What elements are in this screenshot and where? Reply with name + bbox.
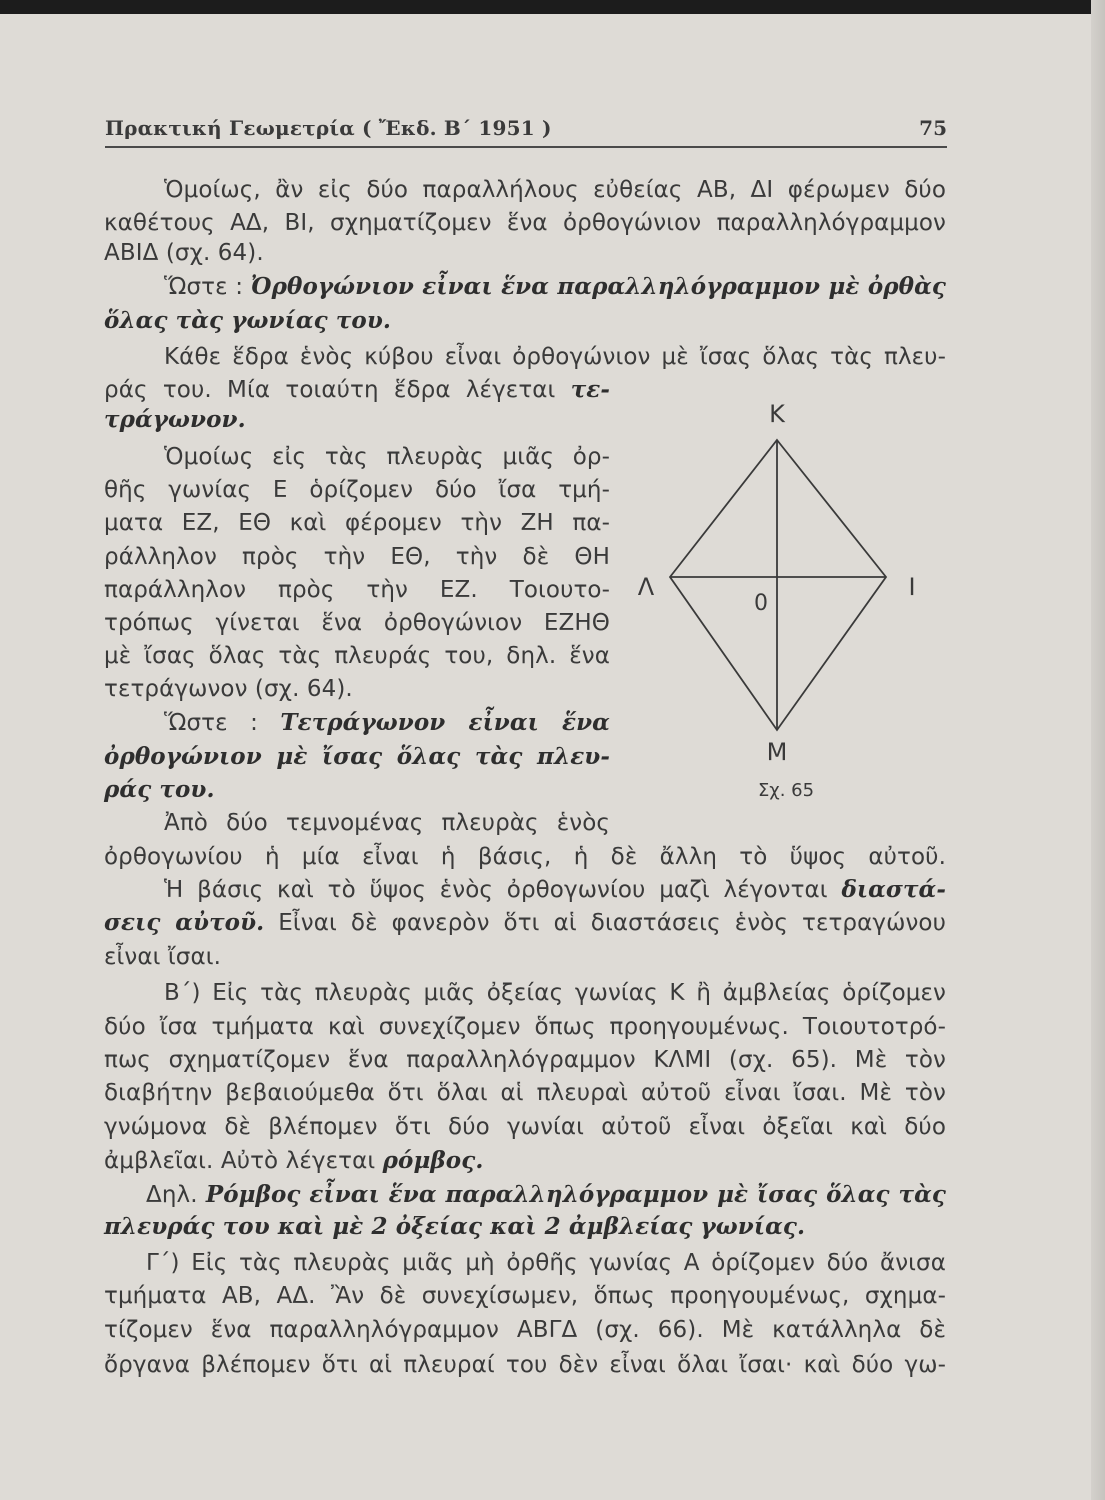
text-line: καθέτους ΑΔ, ΒΙ, σχηματίζομεν ἕνα ὀρθογώνιον παραλληλόγραμμον [104, 210, 946, 236]
figure-caption: Σχ. 65 [757, 780, 815, 801]
text-run: Ὥστε : [164, 710, 281, 736]
text-line: γνώμονα δὲ βλέπομεν ὅτι δύο γωνίαι αὐτοῦ εἶναι ὀξεῖαι καὶ δύο [104, 1114, 946, 1140]
text-line: Ὁμοίως, ἂν εἰς δύο παραλλήλους εὐθείας ΑΒ, ΔΙ φέρωμεν δύο [164, 177, 946, 203]
definition-text: Τετράγωνον εἶναι ἕνα [280, 709, 610, 736]
text-line: εἶναι ἴσαι. [104, 944, 222, 970]
rhombus-diagram [630, 390, 940, 810]
text-line: τετράγωνον (σχ. 64). [104, 676, 353, 702]
text-line [104, 375, 610, 409]
term-text: σεις αὐτοῦ. [104, 909, 265, 936]
term-text: διαστά- [841, 876, 946, 903]
text-line [104, 875, 946, 909]
text-line: δύο ἴσα τμήματα καὶ συνεχίζομεν ὅπως προηγουμένως. Τοιουτοτρό- [104, 1014, 946, 1040]
text-line: τίζομεν ἕνα παραλληλόγραμμον ΑΒΓΔ (σχ. 66). Μὲ κατάλληλα δὲ [104, 1317, 946, 1343]
text-run: Ἡ βάσις καὶ τὸ ὕψος ἑνὸς ὀρθογωνίου μαζὶ λέγονται [164, 877, 842, 903]
scan-top-border [0, 0, 1105, 14]
text-line: ΑΒΙΔ (σχ. 64). [104, 240, 264, 266]
center-label-o: 0 [754, 591, 768, 616]
running-header [105, 112, 947, 148]
vertex-label-lambda: Λ [637, 573, 655, 601]
text-run: Εἶναι δὲ φανερὸν ὅτι αἱ διαστάσεις ἑνὸς τετραγώνου [264, 910, 946, 936]
text-line: ματα ΕΖ, ΕΘ καὶ φέρομεν τὴν ΖΗ πα- [104, 510, 610, 536]
rhombus-shape [670, 440, 886, 730]
text-line: Ὁμοίως εἰς τὰς πλευρὰς μιᾶς ὀρ- [164, 444, 610, 470]
header-title: Πρακτική Γεωμετρία ( Ἔκδ. Β΄ 1951 ) [105, 116, 552, 140]
text-line [104, 908, 946, 942]
scan-right-edge [1091, 0, 1105, 1500]
text-line: τμήματα ΑΒ, ΑΔ. Ἂν δὲ συνεχίσωμεν, ὅπως προηγουμένως, σχημα- [104, 1283, 946, 1309]
text-line [104, 1146, 946, 1180]
term-text: τε- [570, 376, 610, 403]
term-text: ρόμβος. [382, 1147, 484, 1174]
text-line: ὀρθογωνίου ἡ μία εἶναι ἡ βάσις, ἡ δὲ ἄλλη τὸ ὕψος αὐτοῦ. [104, 844, 946, 870]
text-line: Β΄) Εἰς τὰς πλευρὰς μιᾶς ὀξείας γωνίας Κ ἢ ἀμβλείας ὁρίζομεν [164, 980, 946, 1006]
definition-line: πλευράς του καὶ μὲ 2 ὀξείας καὶ 2 ἀμβλείας γωνίας. [104, 1213, 806, 1240]
text-line [104, 1180, 946, 1214]
text-line: διαβήτην βεβαιούμεθα ὅτι ὅλαι αἱ πλευραὶ αὐτοῦ εἶναι ἴσαι. Μὲ τὸν [104, 1080, 946, 1106]
text-line: μὲ ἴσας ὅλας τὰς πλευράς του, δηλ. ἕνα [104, 643, 610, 669]
text-run: ἀμβλεῖαι. Αὐτὸ λέγεται [104, 1148, 383, 1174]
figure-65 [630, 390, 940, 810]
text-line: θῆς γωνίας Ε ὁρίζομεν δύο ἴσα τμή- [104, 477, 610, 503]
vertex-label-k: Κ [769, 400, 785, 428]
text-line: πως σχηματίζομεν ἕνα παραλληλόγραμμον ΚΛΜΙ (σχ. 65). Μὲ τὸν [104, 1047, 946, 1073]
text-line [104, 272, 946, 306]
definition-text: Ρόμβος εἶναι ἕνα παραλληλόγραμμον μὲ ἴσας ὅλας τὰς [205, 1181, 946, 1208]
page-number: 75 [919, 116, 947, 140]
definition-line: ὅλας τὰς γωνίας του. [104, 307, 392, 334]
text-line: ὄργανα βλέπομεν ὅτι αἱ πλευραί του δὲν εἶναι ὅλαι ἴσαι· καὶ δύο γω- [104, 1352, 946, 1378]
text-run: Ὥστε : [164, 274, 251, 300]
text-run: ράς του. Μία τοιαύτη ἕδρα λέγεται [104, 377, 571, 403]
text-line [104, 708, 610, 742]
vertex-label-m: Μ [766, 738, 788, 766]
text-run: Δηλ. [146, 1182, 206, 1208]
vertex-label-i: Ι [908, 573, 916, 601]
definition-text: Ὀρθογώνιον εἶναι ἕνα παραλληλόγραμμον μὲ ὀρθὰς [250, 273, 946, 300]
text-line: παράλληλον πρὸς τὴν ΕΖ. Τοιουτο- [104, 577, 610, 603]
text-line: ράλληλον πρὸς τὴν ΕΘ, τὴν δὲ ΘΗ [104, 544, 610, 570]
text-line: τρόπως γίνεται ἕνα ὀρθογώνιον ΕΖΗΘ [104, 610, 610, 636]
text-line: Ἀπὸ δύο τεμνομένας πλευρὰς ἑνὸς [164, 810, 610, 836]
definition-line: ὀρθογώνιον μὲ ἴσας ὅλας τὰς πλευ- [104, 743, 610, 770]
definition-line: ράς του. [104, 776, 215, 803]
text-line: Γ΄) Εἰς τὰς πλευρὰς μιᾶς μὴ ὀρθῆς γωνίας Α ὁρίζομεν δύο ἄνισα [146, 1250, 946, 1276]
term-line: τράγωνον. [104, 406, 246, 433]
text-line: Κάθε ἕδρα ἑνὸς κύβου εἶναι ὀρθογώνιον μὲ ἴσας ὅλας τὰς πλευ- [164, 344, 946, 370]
